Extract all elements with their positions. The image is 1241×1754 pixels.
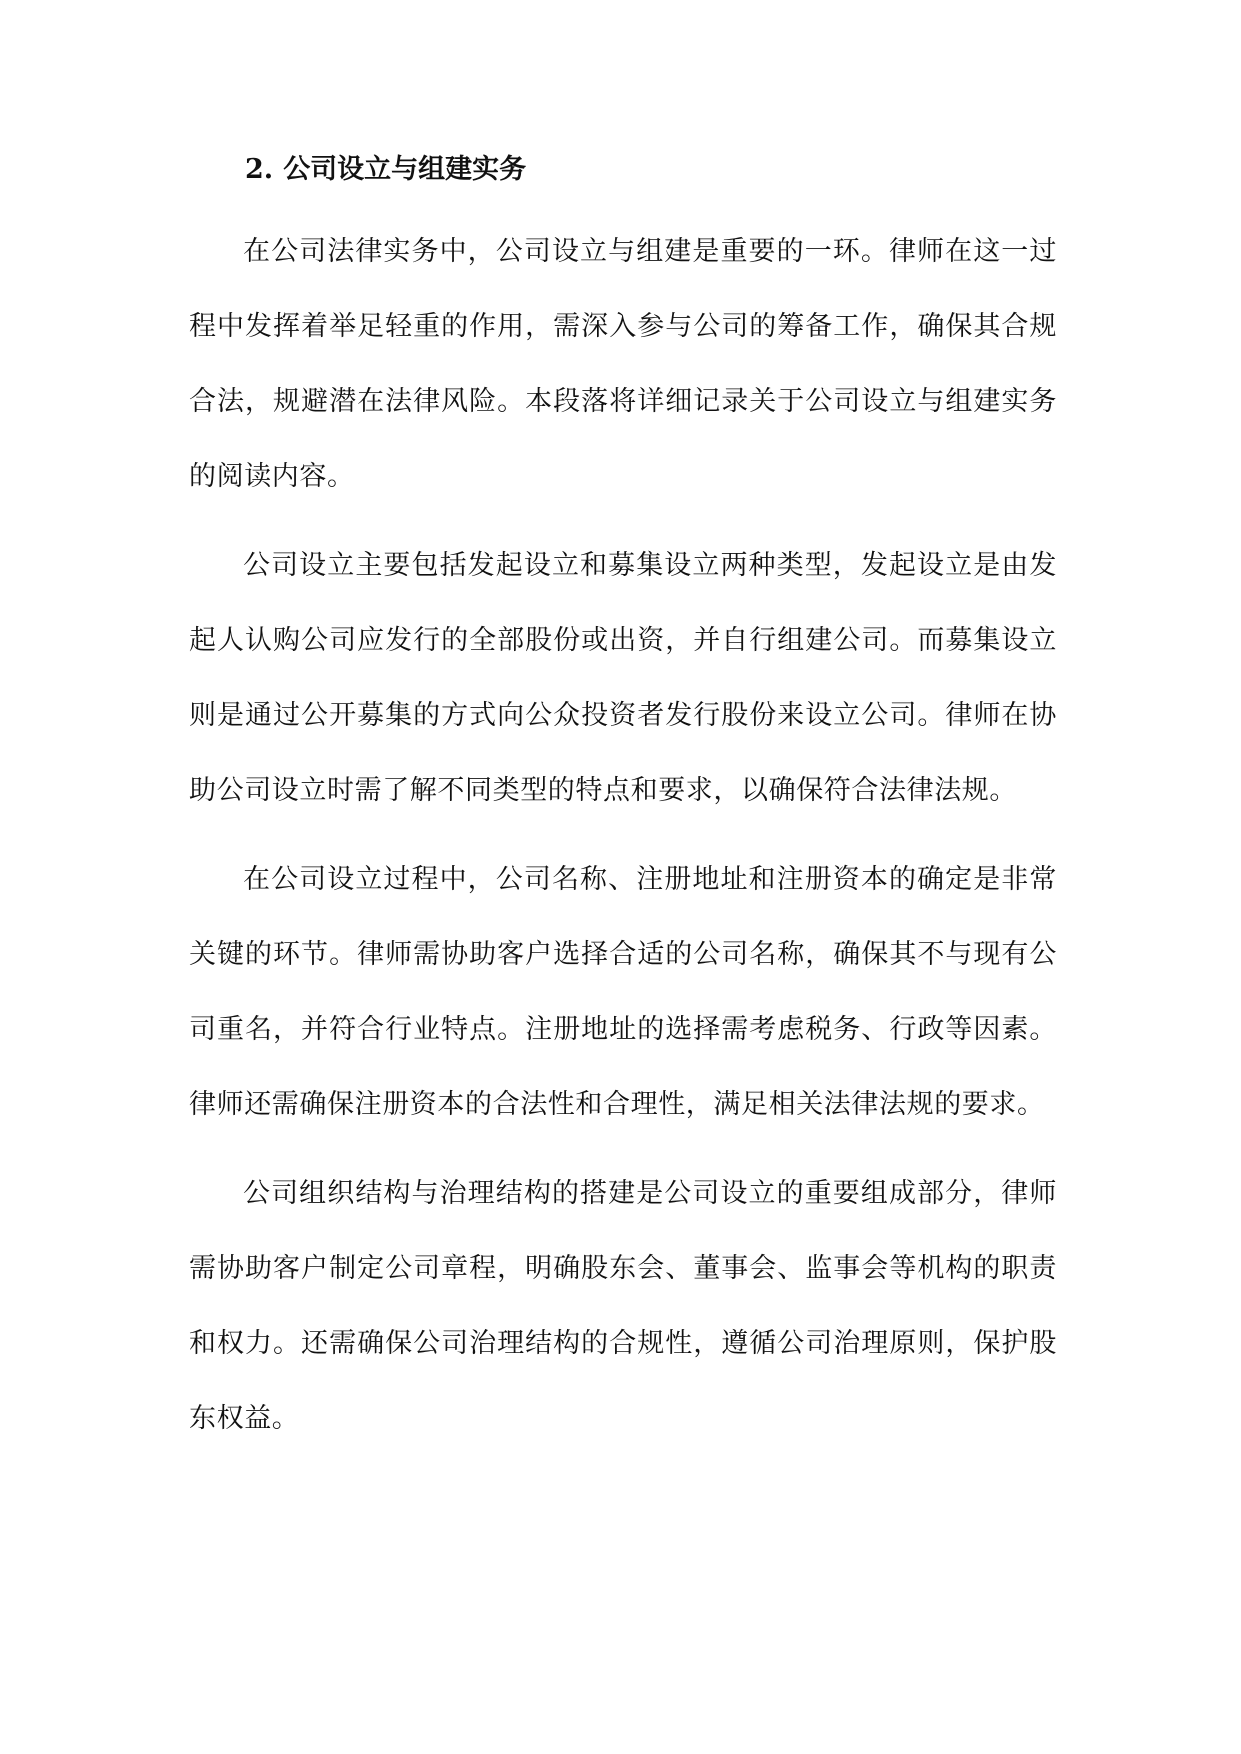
paragraph-1: 在公司法律实务中，公司设立与组建是重要的一环。律师在这一过程中发挥着举足轻重的作用，需深入参与公司的筹备工作，确保其合规合法，规避潜在法律风险。本段落将详细记录关于公司设立与组建实务的阅读内容。 xyxy=(189,236,1057,492)
paragraph-4: 公司组织结构与治理结构的搭建是公司设立的重要组成部分，律师需协助客户制定公司章程，明确股东会、董事会、监事会等机构的职责和权力。还需确保公司治理结构的合规性，遵循公司治理原则，保护股东权益。 xyxy=(189,1178,1057,1434)
paragraph-3: 在公司设立过程中，公司名称、注册地址和注册资本的确定是非常关键的环节。律师需协助客户选择合适的公司名称，确保其不与现有公司重名，并符合行业特点。注册地址的选择需考虑税务、行政等因素。律师还需确保注册资本的合法性和合理性，满足相关法律法规的要求。 xyxy=(189,864,1057,1120)
paragraph-2: 公司设立主要包括发起设立和募集设立两种类型，发起设立是由发起人认购公司应发行的全部股份或出资，并自行组建公司。而募集设立则是通过公开募集的方式向公众投资者发行股份来设立公司。律师在协助公司设立时需了解不同类型的特点和要求，以确保符合法律法规。 xyxy=(189,550,1057,806)
page-content xyxy=(189,140,1057,1456)
section-heading xyxy=(189,140,1057,200)
section-title: 公司设立与组建实务 xyxy=(283,154,527,185)
section-number: 2. xyxy=(245,154,274,185)
